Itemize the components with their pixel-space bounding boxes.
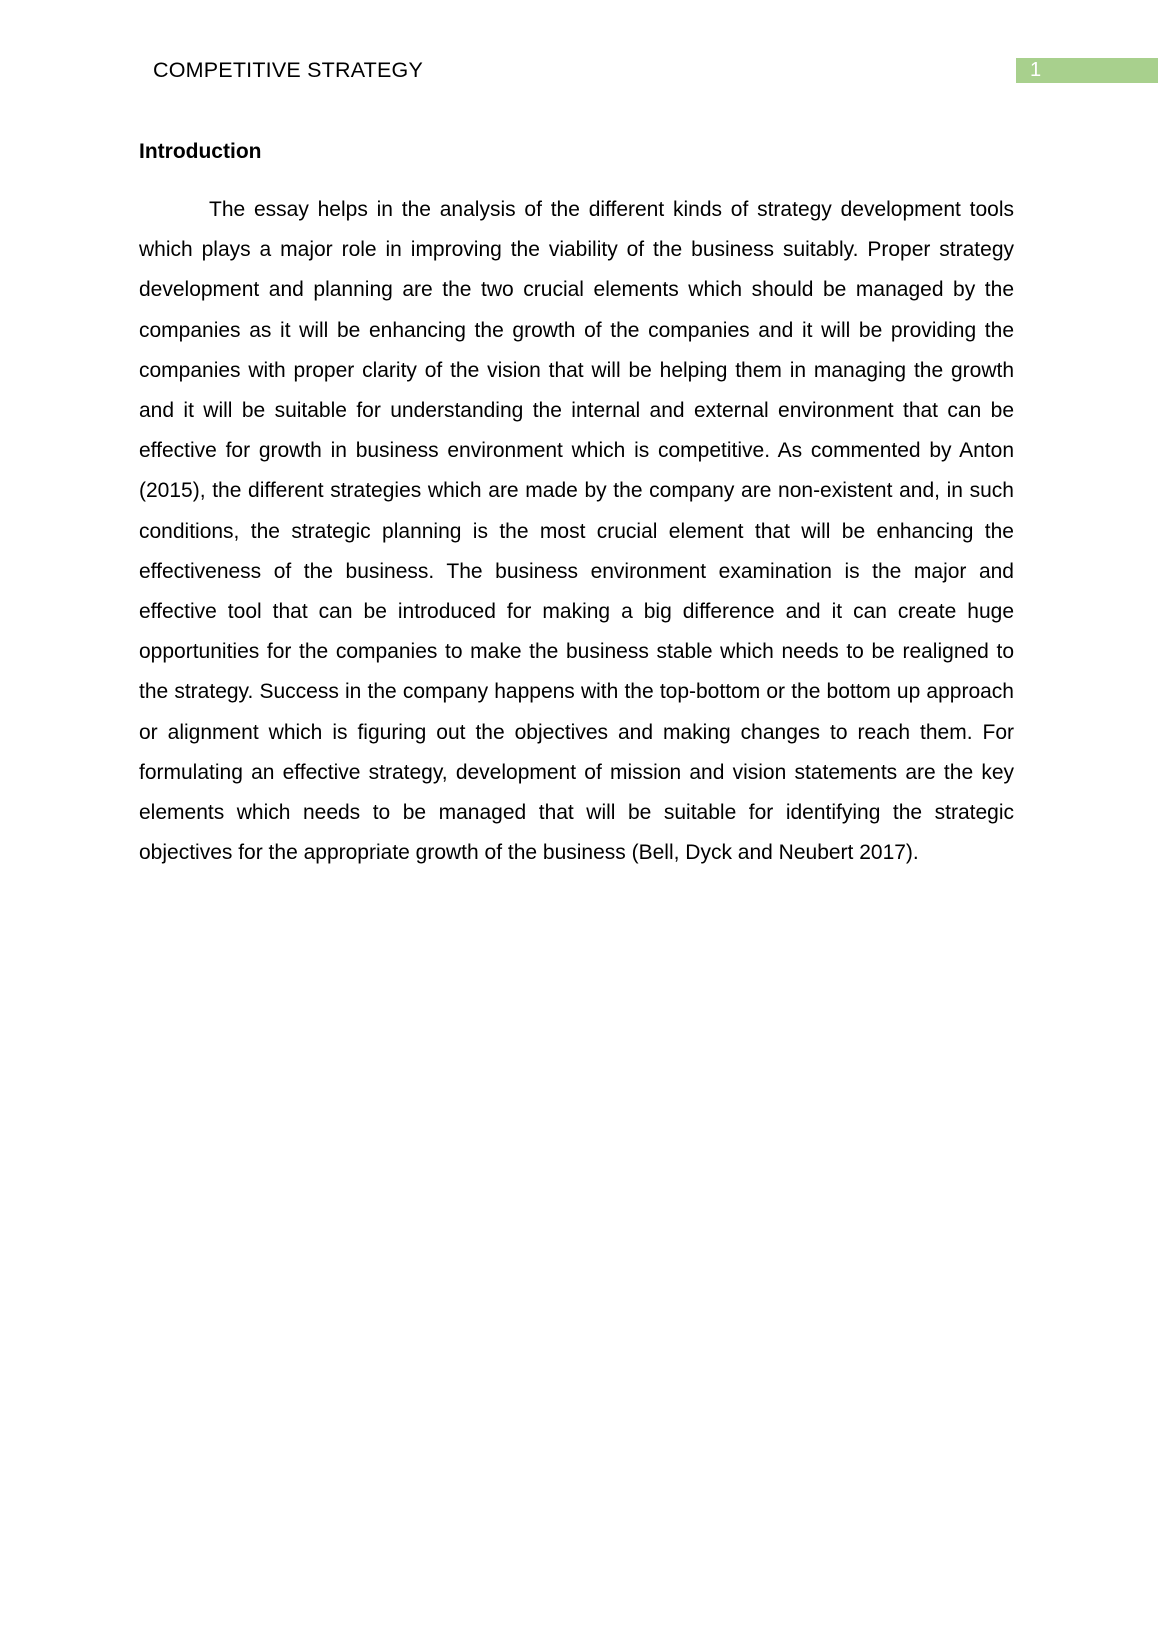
page-number-badge: [1016, 58, 1158, 83]
running-header-title: COMPETITIVE STRATEGY: [153, 58, 423, 82]
body-paragraph: The essay helps in the analysis of the different kinds of strategy development tools which plays a major role in improving the viability of the business suitably. Proper strategy development and planning are the two crucial elements which should be managed by the companies as it will be enhancing the growth of the companies and it will be providing the companies with proper clarity of the vision that will be helping them in managing the growth and it will be suitable for understanding the internal and external environment that can be effective for growth in business environment which is competitive. As commented by Anton (2015), the different strategies which are made by the company are non-existent and, in such conditions, the strategic planning is the most crucial element that will be enhancing the effectiveness of the business. The business environment examination is the major and effective tool that can be introduced for making a big difference and it can create huge opportunities for the companies to make the business stable which needs to be realigned to the strategy. Success in the company happens with the top-bottom or the bottom up approach or alignment which is figuring out the objectives and making changes to reach them. For formulating an effective strategy, development of mission and vision statements are the key elements which needs to be managed that will be suitable for identifying the strategic objectives for the appropriate growth of the business (Bell, Dyck and Neubert 2017).: [139, 198, 1014, 865]
page-number: 1: [1030, 59, 1042, 81]
section-heading: Introduction: [139, 140, 262, 163]
